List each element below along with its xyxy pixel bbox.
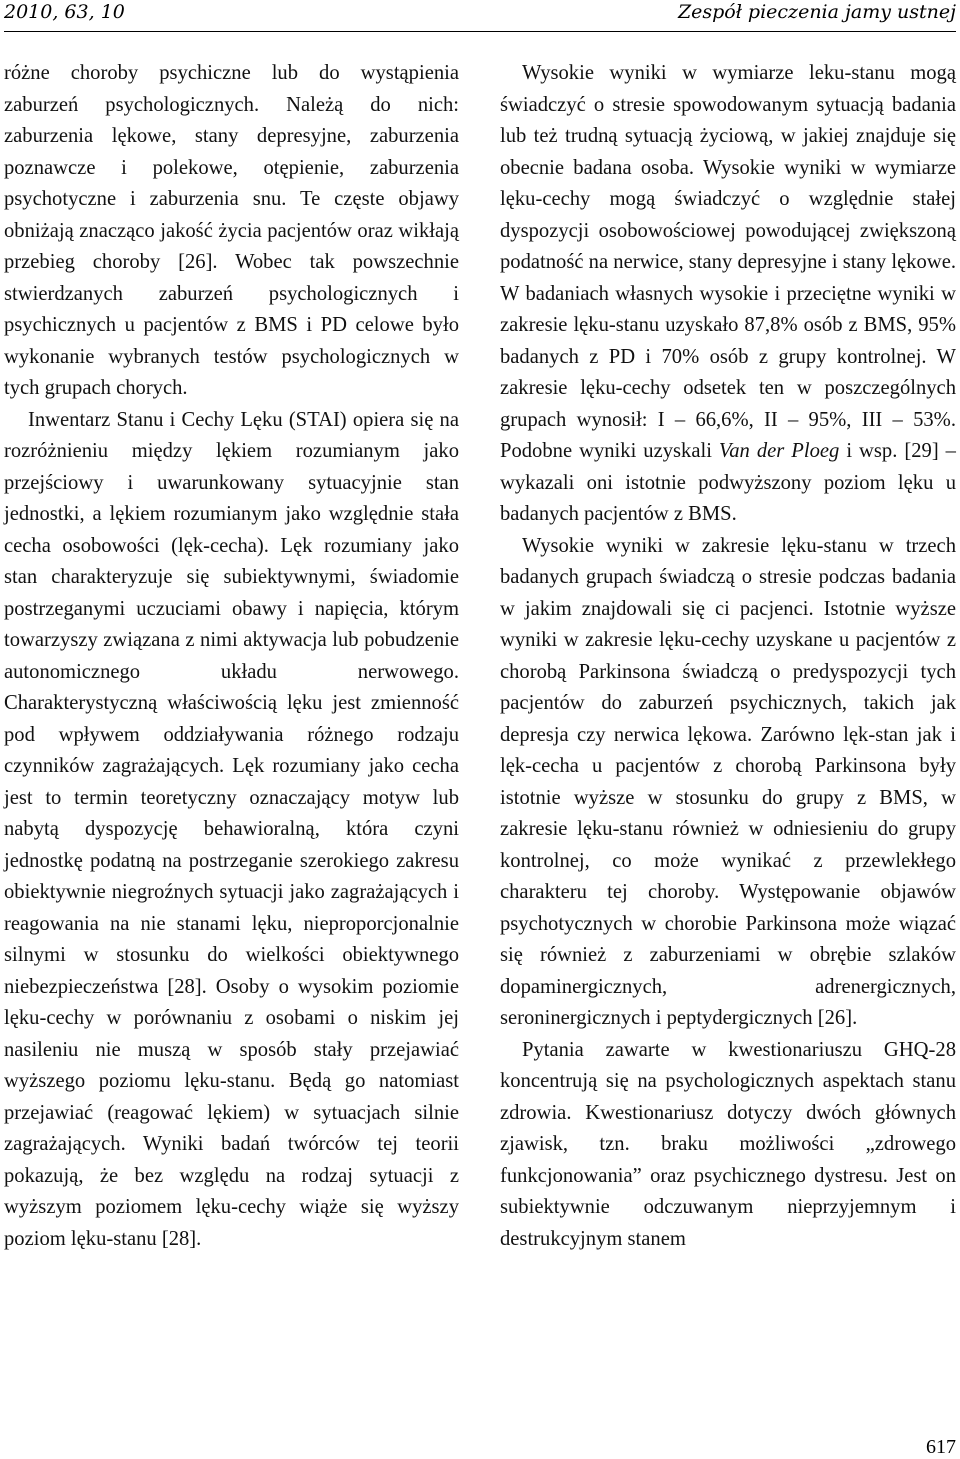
right-paragraph-1: [500, 58, 956, 531]
right-paragraph-2: Wysokie wyniki w zakresie lęku-stanu w trzech badanych grupach świadczą o stresie podczas badania w jakim znajdowali się ci pacjenci. Istotnie wyższe wyniki w zakresie lęku-cechy uzyskane u pacjentów z chorobą Parkinsona świadczą o predyspozycji tych pacjentów do zaburzeń psychicznych, takich jak depresja czy nerwica lękowa. Zarówno lęk-stan jak i lęk-cecha u pacjentów z chorobą Parkinsona były istotnie wyższe w stosunku do grupy z BMS, w zakresie lęku-stanu również w odniesieniu do grupy kontrolnej, co może wynikać z przewlekłego charakteru tej choroby. Występowanie objawów psychotycznych w chorobie Parkinsona może wiązać się również z zaburzeniami w obrębie szlaków dopaminergicznych, adrenergicznych, seroninergicznych i peptydergicznych [26].: [500, 534, 956, 1029]
left-paragraph-2: Inwentarz Stanu i Cechy Lęku (STAI) opiera się na rozróżnieniu między lękiem rozumianym jako przejściowy i uwarunkowany sytuacyjnie stan jednostki, a lękiem rozumianym jako względnie stała cecha osobowości (lęk-cecha). Lęk rozumiany jako stan charakteryzuje się subiektywnymi, świadomie postrzeganymi uczuciami obawy i napięcia, którym towarzyszy związana z nimi aktywacja lub pobudzenie autonomicznego układu nerwowego. Charakterystyczną właściwością lęku jest zmienność pod wpływem oddziaływania różnego rodzaju czynników zagrażających. Lęk rozumiany jako cecha jest to termin teoretyczny oznaczający motyw lub nabytą dyspozycję behawioralną, która czyni jednostkę podatną na postrzeganie szerokiego zakresu obiektywnie niegroźnych sytuacji jako zagrażających i reagowania na nie stanami lęku, nieproporcjonalnie silnymi w stosunku do wielkości obiektywnego niebezpieczeństwa [28]. Osoby o wysokim poziomie lęku-cechy w porównaniu z osobami o niskim jej nasileniu nie muszą w sposób stały przejawiać wyższego poziomu lęku-stanu. Będą go natomiast przejawiać (reagować lękiem) w sytuacjach silnie zagrażających. Wyniki badań twórców tej teorii pokazują, że bez względu na rodzaj sytuacji z wyższym poziomem lęku-cechy wiąże się wyższy poziom lęku-stanu [28].: [4, 408, 459, 1250]
header-divider: [4, 31, 956, 32]
left-paragraph-1: różne choroby psychiczne lub do wystąpienia zaburzeń psychologicznych. Należą do nich: zaburzenia lękowe, stany depresyjne, zaburzenia poznawcze i polekowe, otępienie, zaburzenia psychotyczne i zaburzenia snu. Te częste objawy obniżają znacząco jakość życia pacjentów oraz wikłają przebieg choroby [26]. Wobec tak powszechnie stwierdzanych zaburzeń psychologicznych i psychicznych u pacjentów z BMS i PD celowe było wykonanie wybranych testów psychologicznych w tych grupach chorych.: [4, 62, 459, 399]
page-number: 617: [926, 1436, 956, 1458]
header-article-title: Zespół pieczenia jamy ustnej: [677, 1, 956, 23]
right-paragraph-1-text-a: Wysokie wyniki w wymiarze leku-stanu mogą świadczyć o stresie spowodowanym sytuacją badania lub też trudną sytuacją życiową, w jakiej znajduje się obecnie badana osoba. Wysokie wyniki w wymiarze lęku-cechy mogą świadczyć o względnie stałej dyspozycji osobowościowej powodującej zwiększoną podatność na nerwice, stany depresyjne i stany lękowe. W badaniach własnych wysokie i przeciętne wyniki w zakresie lęku-stanu uzyskało 87,8% osób z BMS, 95% badanych z PD i 70% osób z grupy kontrolnej. W zakresie lęku-cechy odsetek ten w poszczególnych grupach wynosił: I – 66,6%, II – 95%, III – 53%. Podobne wyniki uzyskali: [500, 62, 956, 462]
right-column: [500, 58, 956, 1255]
header-issue-info: 2010, 63, 10: [4, 1, 125, 23]
right-paragraph-1-text-b: i wsp. [29] – wykazali oni istotnie podwyższony poziom lęku u badanych pacjentów z BMS.: [500, 440, 956, 525]
running-header: [4, 0, 956, 31]
right-paragraph-3: Pytania zawarte w kwestionariuszu GHQ-28 koncentrują się na psychologicznych aspektach stanu zdrowia. Kwestionariusz dotyczy dwóch głównych zjawisk, tzn. braku możliwości „zdrowego funkcjonowania” oraz psychicznego dystresu. Jest on subiektywnie odczuwanym nieprzyjemnym i destrukcyjnym stanem: [500, 1038, 956, 1250]
cited-author: Van der Ploeg: [718, 440, 840, 462]
left-column: [4, 58, 459, 1255]
